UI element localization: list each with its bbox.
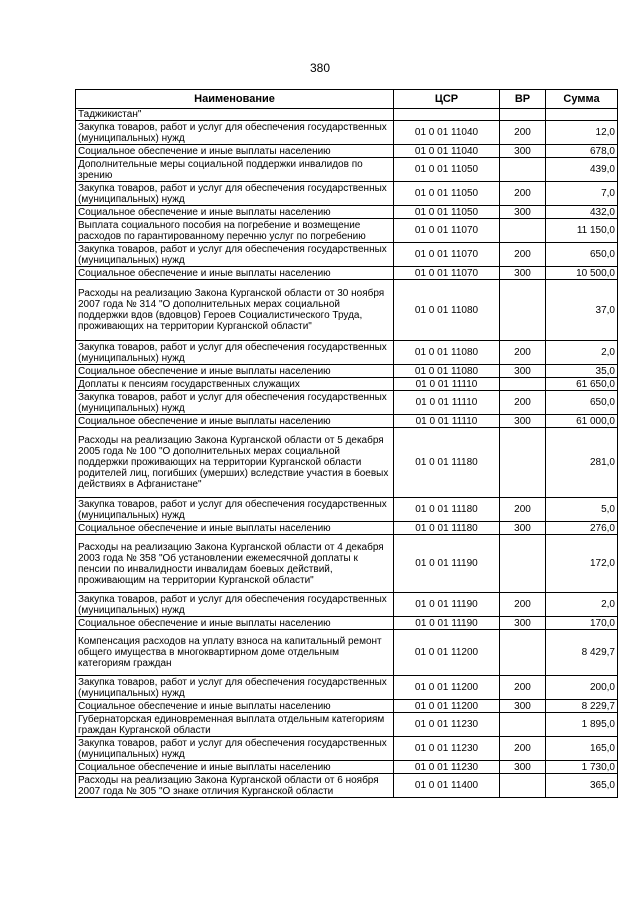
cell-name: Социальное обеспечение и иные выплаты населению [76, 267, 394, 280]
cell-csr: 01 0 01 11080 [394, 365, 500, 378]
cell-name: Закупка товаров, работ и услуг для обеспечения государственных (муниципальных) нужд [76, 121, 394, 145]
cell-sum: 10 500,0 [546, 267, 618, 280]
cell-vr: 200 [500, 391, 546, 415]
cell-sum: 170,0 [546, 617, 618, 630]
cell-vr [500, 378, 546, 391]
table-row [76, 498, 618, 522]
table-row [76, 206, 618, 219]
cell-csr: 01 0 01 11200 [394, 676, 500, 700]
table-row [76, 535, 618, 593]
table-row [76, 761, 618, 774]
cell-name: Социальное обеспечение и иные выплаты населению [76, 617, 394, 630]
table-row [76, 280, 618, 341]
page-number: 380 [309, 61, 331, 75]
cell-name: Социальное обеспечение и иные выплаты населению [76, 700, 394, 713]
cell-name: Расходы на реализацию Закона Курганской области от 6 ноября 2007 года № 305 "О знаке отличия Курганской области [76, 774, 394, 798]
cell-name: Таджикистан" [76, 109, 394, 121]
cell-sum [546, 109, 618, 121]
table-row [76, 121, 618, 145]
header-name: Наименование [76, 90, 394, 109]
cell-csr: 01 0 01 11040 [394, 121, 500, 145]
cell-sum: 281,0 [546, 428, 618, 498]
cell-vr [500, 280, 546, 341]
table-row [76, 428, 618, 498]
cell-sum: 165,0 [546, 737, 618, 761]
cell-name: Социальное обеспечение и иные выплаты населению [76, 145, 394, 158]
table-row [76, 737, 618, 761]
cell-vr [500, 158, 546, 182]
cell-name: Социальное обеспечение и иные выплаты населению [76, 365, 394, 378]
table-row [76, 182, 618, 206]
cell-vr [500, 428, 546, 498]
cell-name: Дополнительные меры социальной поддержки инвалидов по зрению [76, 158, 394, 182]
table-row [76, 391, 618, 415]
header-vr: ВР [500, 90, 546, 109]
cell-vr: 300 [500, 761, 546, 774]
cell-name: Закупка товаров, работ и услуг для обеспечения государственных (муниципальных) нужд [76, 182, 394, 206]
table-row [76, 415, 618, 428]
table-row [76, 700, 618, 713]
cell-name: Социальное обеспечение и иные выплаты населению [76, 415, 394, 428]
cell-vr [500, 109, 546, 121]
cell-name: Расходы на реализацию Закона Курганской области от 5 декабря 2005 года № 100 "О дополнительных мерах социальной поддержки проживающих на территории Курганской области родителей лиц, погибших (умерших) вследствие участия в боевых действиях в Афганистане" [76, 428, 394, 498]
table-header-row [76, 90, 618, 109]
cell-csr: 01 0 01 11070 [394, 243, 500, 267]
table-row [76, 378, 618, 391]
cell-sum: 61 650,0 [546, 378, 618, 391]
table-row [76, 774, 618, 798]
cell-name: Закупка товаров, работ и услуг для обеспечения государственных (муниципальных) нужд [76, 676, 394, 700]
cell-name: Социальное обеспечение и иные выплаты населению [76, 206, 394, 219]
table-row [76, 365, 618, 378]
table-row [76, 713, 618, 737]
cell-vr [500, 713, 546, 737]
cell-csr: 01 0 01 11050 [394, 182, 500, 206]
cell-csr: 01 0 01 11190 [394, 617, 500, 630]
cell-csr: 01 0 01 11040 [394, 145, 500, 158]
cell-csr: 01 0 01 11190 [394, 593, 500, 617]
cell-sum: 37,0 [546, 280, 618, 341]
cell-name: Социальное обеспечение и иные выплаты населению [76, 761, 394, 774]
cell-sum: 5,0 [546, 498, 618, 522]
cell-name: Расходы на реализацию Закона Курганской области от 4 декабря 2003 года № 358 "Об установлении ежемесячной доплаты к пенсии по инвалидности инвалидам боевых действий, проживающим на территории Курганской области" [76, 535, 394, 593]
table-row [76, 676, 618, 700]
table-body [76, 109, 618, 798]
cell-csr: 01 0 01 11110 [394, 415, 500, 428]
cell-sum: 7,0 [546, 182, 618, 206]
cell-csr: 01 0 01 11400 [394, 774, 500, 798]
cell-vr: 200 [500, 676, 546, 700]
cell-sum: 650,0 [546, 243, 618, 267]
cell-vr: 300 [500, 617, 546, 630]
cell-csr: 01 0 01 11050 [394, 158, 500, 182]
cell-vr: 300 [500, 415, 546, 428]
cell-vr: 200 [500, 182, 546, 206]
cell-sum: 365,0 [546, 774, 618, 798]
cell-sum: 678,0 [546, 145, 618, 158]
cell-name: Доплаты к пенсиям государственных служащих [76, 378, 394, 391]
cell-csr: 01 0 01 11180 [394, 428, 500, 498]
table-row [76, 593, 618, 617]
cell-vr [500, 219, 546, 243]
cell-csr: 01 0 01 11180 [394, 498, 500, 522]
table-row [76, 617, 618, 630]
table-row [76, 243, 618, 267]
cell-csr: 01 0 01 11180 [394, 522, 500, 535]
cell-vr: 300 [500, 522, 546, 535]
cell-sum: 432,0 [546, 206, 618, 219]
cell-sum: 2,0 [546, 341, 618, 365]
cell-csr: 01 0 01 11230 [394, 713, 500, 737]
cell-sum: 1 895,0 [546, 713, 618, 737]
cell-name: Компенсация расходов на уплату взноса на капитальный ремонт общего имущества в многоквартирном доме отдельным категориям граждан [76, 630, 394, 676]
cell-sum: 11 150,0 [546, 219, 618, 243]
cell-vr: 300 [500, 700, 546, 713]
cell-csr: 01 0 01 11230 [394, 737, 500, 761]
cell-sum: 200,0 [546, 676, 618, 700]
cell-vr: 200 [500, 121, 546, 145]
cell-csr: 01 0 01 11050 [394, 206, 500, 219]
table-row [76, 267, 618, 280]
cell-vr: 300 [500, 365, 546, 378]
cell-csr: 01 0 01 11230 [394, 761, 500, 774]
cell-sum: 276,0 [546, 522, 618, 535]
cell-name: Закупка товаров, работ и услуг для обеспечения государственных (муниципальных) нужд [76, 737, 394, 761]
table-row [76, 158, 618, 182]
cell-csr: 01 0 01 11200 [394, 700, 500, 713]
cell-name: Губернаторская единовременная выплата отдельным категориям граждан Курганской области [76, 713, 394, 737]
cell-sum: 650,0 [546, 391, 618, 415]
cell-sum: 439,0 [546, 158, 618, 182]
budget-table [75, 89, 618, 798]
cell-csr: 01 0 01 11070 [394, 267, 500, 280]
cell-sum: 1 730,0 [546, 761, 618, 774]
cell-name: Закупка товаров, работ и услуг для обеспечения государственных (муниципальных) нужд [76, 243, 394, 267]
cell-vr: 200 [500, 737, 546, 761]
cell-vr: 200 [500, 593, 546, 617]
cell-sum: 8 229,7 [546, 700, 618, 713]
cell-csr: 01 0 01 11110 [394, 378, 500, 391]
header-sum: Сумма [546, 90, 618, 109]
cell-name: Закупка товаров, работ и услуг для обеспечения государственных (муниципальных) нужд [76, 341, 394, 365]
cell-name: Выплата социального пособия на погребение и возмещение расходов по гарантированному перечню услуг по погребению [76, 219, 394, 243]
cell-sum: 172,0 [546, 535, 618, 593]
cell-name: Социальное обеспечение и иные выплаты населению [76, 522, 394, 535]
cell-sum: 35,0 [546, 365, 618, 378]
table-row [76, 109, 618, 121]
table-row [76, 522, 618, 535]
cell-vr [500, 535, 546, 593]
cell-sum: 12,0 [546, 121, 618, 145]
cell-vr: 300 [500, 145, 546, 158]
cell-csr: 01 0 01 11080 [394, 341, 500, 365]
cell-csr: 01 0 01 11190 [394, 535, 500, 593]
cell-vr: 300 [500, 267, 546, 280]
cell-vr [500, 630, 546, 676]
cell-vr: 200 [500, 498, 546, 522]
table-row [76, 219, 618, 243]
cell-vr: 300 [500, 206, 546, 219]
cell-sum: 61 000,0 [546, 415, 618, 428]
cell-csr: 01 0 01 11110 [394, 391, 500, 415]
header-csr: ЦСР [394, 90, 500, 109]
cell-csr: 01 0 01 11200 [394, 630, 500, 676]
cell-name: Расходы на реализацию Закона Курганской области от 30 ноября 2007 года № 314 "О дополнительных мерах социальной поддержки вдов (вдовцов) Героев Социалистического Труда, проживающих на территории Курганской области" [76, 280, 394, 341]
cell-sum: 8 429,7 [546, 630, 618, 676]
cell-vr [500, 774, 546, 798]
cell-csr [394, 109, 500, 121]
cell-name: Закупка товаров, работ и услуг для обеспечения государственных (муниципальных) нужд [76, 593, 394, 617]
cell-name: Закупка товаров, работ и услуг для обеспечения государственных (муниципальных) нужд [76, 498, 394, 522]
cell-csr: 01 0 01 11070 [394, 219, 500, 243]
cell-vr: 200 [500, 243, 546, 267]
cell-sum: 2,0 [546, 593, 618, 617]
cell-name: Закупка товаров, работ и услуг для обеспечения государственных (муниципальных) нужд [76, 391, 394, 415]
cell-csr: 01 0 01 11080 [394, 280, 500, 341]
table-row [76, 341, 618, 365]
table-row [76, 145, 618, 158]
table-row [76, 630, 618, 676]
cell-vr: 200 [500, 341, 546, 365]
